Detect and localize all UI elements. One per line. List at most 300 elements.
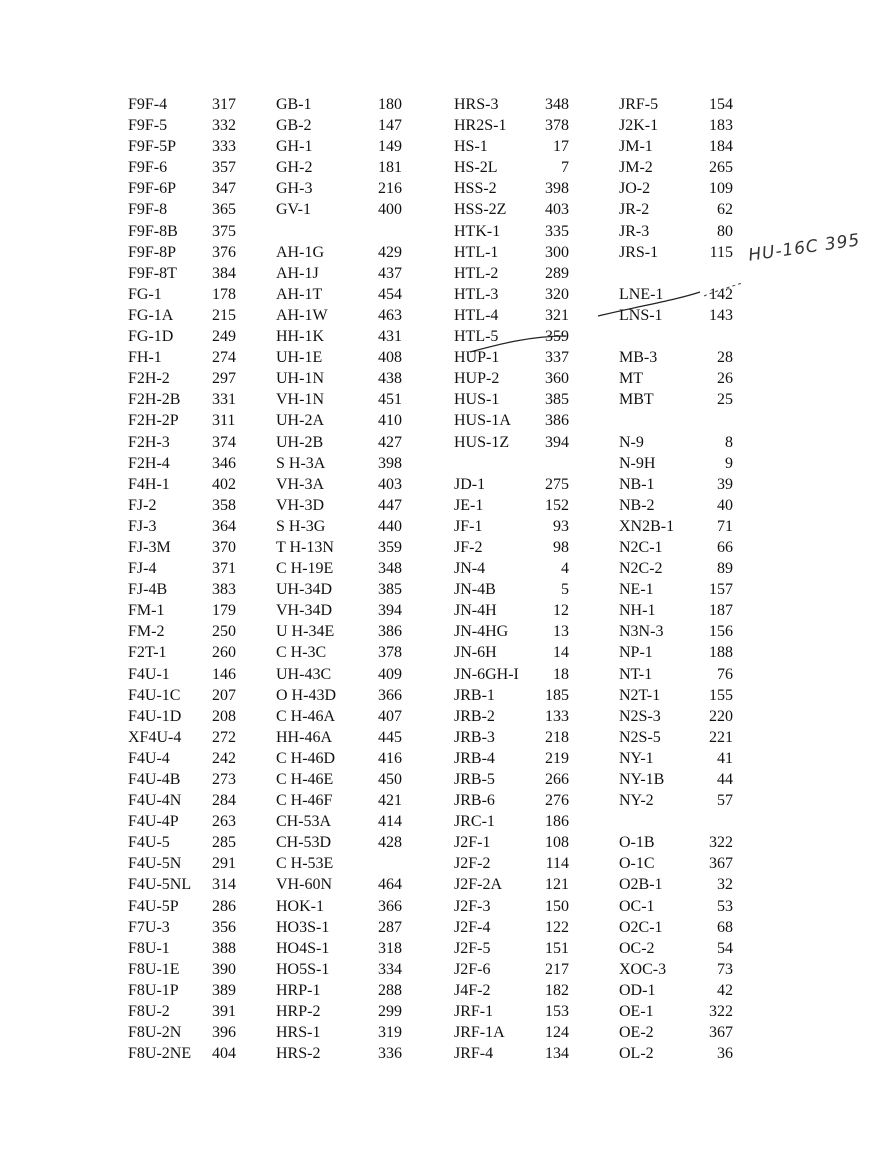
aircraft-designation: NB-2 bbox=[619, 496, 655, 514]
page-number: 286 bbox=[212, 897, 236, 915]
page-number: 184 bbox=[709, 138, 733, 156]
aircraft-designation: HRP-1 bbox=[276, 981, 321, 999]
page-number: 404 bbox=[212, 1045, 236, 1063]
aircraft-designation: HTL-1 bbox=[454, 243, 499, 261]
page-number: 182 bbox=[545, 981, 569, 999]
page-number: 321 bbox=[545, 306, 569, 324]
aircraft-designation: JRC-1 bbox=[454, 813, 495, 831]
aircraft-designation: O-1B bbox=[619, 834, 655, 852]
page-number: 156 bbox=[709, 623, 733, 641]
aircraft-designation: GH-1 bbox=[276, 138, 313, 156]
aircraft-designation: OL-2 bbox=[619, 1045, 654, 1063]
aircraft-designation: GH-2 bbox=[276, 159, 313, 177]
page-number: 147 bbox=[378, 117, 402, 135]
page-number: 249 bbox=[212, 328, 236, 346]
page-number: 400 bbox=[378, 201, 402, 219]
aircraft-designation: JRB-3 bbox=[454, 728, 495, 746]
page-number: 13 bbox=[553, 623, 569, 641]
page-number: 114 bbox=[545, 855, 569, 873]
page-number: 188 bbox=[709, 644, 733, 662]
aircraft-designation: JE-1 bbox=[454, 496, 484, 514]
page-number: 66 bbox=[717, 538, 733, 556]
aircraft-designation: XOC-3 bbox=[619, 960, 667, 978]
aircraft-designation: JD-1 bbox=[454, 475, 486, 493]
page-number: 276 bbox=[545, 792, 569, 810]
page-number: 208 bbox=[212, 707, 236, 725]
aircraft-designation: F2H-2P bbox=[128, 412, 179, 430]
page-number: 4 bbox=[561, 560, 569, 578]
page-number: 416 bbox=[378, 749, 402, 767]
aircraft-designation: FG-1 bbox=[128, 285, 162, 303]
aircraft-designation: HRS-3 bbox=[454, 96, 499, 113]
aircraft-designation: F7U-3 bbox=[128, 918, 170, 936]
page-number: 44 bbox=[717, 771, 733, 788]
aircraft-designation: OD-1 bbox=[619, 981, 656, 999]
page-number: 384 bbox=[212, 264, 236, 282]
page-number: 287 bbox=[378, 918, 402, 936]
aircraft-designation: O H-43D bbox=[276, 686, 336, 704]
aircraft-designation: J2F-4 bbox=[454, 918, 491, 936]
page-number: 155 bbox=[709, 686, 733, 704]
aircraft-designation: NB-1 bbox=[619, 475, 655, 493]
aircraft-designation: HRS-2 bbox=[276, 1045, 321, 1063]
aircraft-designation: F8U-1P bbox=[128, 981, 179, 999]
aircraft-designation: GB-1 bbox=[276, 96, 312, 113]
page-number: 8 bbox=[725, 433, 733, 451]
aircraft-designation: HTL-2 bbox=[454, 264, 499, 282]
aircraft-designation: F2H-2 bbox=[128, 370, 170, 388]
page-number: 272 bbox=[212, 728, 236, 746]
page-number: 288 bbox=[378, 981, 402, 999]
aircraft-designation: HUP-2 bbox=[454, 370, 500, 388]
page-number: 153 bbox=[545, 1003, 569, 1021]
page-number: 431 bbox=[378, 328, 402, 346]
aircraft-designation: F4U-5N bbox=[128, 855, 182, 873]
page-number: 347 bbox=[212, 180, 236, 198]
aircraft-designation: MT bbox=[619, 370, 643, 388]
page-number: 403 bbox=[378, 475, 402, 493]
aircraft-designation: VH-60N bbox=[276, 876, 332, 894]
aircraft-designation: JRB-6 bbox=[454, 792, 495, 810]
page-number: 463 bbox=[378, 306, 402, 324]
aircraft-designation: S H-3G bbox=[276, 517, 326, 535]
page-number: 42 bbox=[717, 981, 733, 999]
page-number: 115 bbox=[709, 243, 733, 261]
aircraft-designation: O2C-1 bbox=[619, 918, 663, 936]
aircraft-designation: AH-1J bbox=[276, 264, 319, 282]
page-number: 322 bbox=[709, 1003, 733, 1021]
page-number: 146 bbox=[212, 665, 236, 683]
page-number: 408 bbox=[378, 349, 402, 367]
page-number: 398 bbox=[545, 180, 569, 198]
aircraft-designation: F9F-8T bbox=[128, 264, 177, 282]
page-number: 322 bbox=[709, 834, 733, 852]
aircraft-designation: OE-2 bbox=[619, 1024, 654, 1042]
aircraft-designation: JM-1 bbox=[619, 138, 653, 156]
page-number: 14 bbox=[553, 644, 569, 662]
aircraft-designation: UH-2B bbox=[276, 433, 324, 451]
page-number: 185 bbox=[545, 686, 569, 704]
page-number: 80 bbox=[717, 222, 733, 240]
aircraft-designation: HUP-1 bbox=[454, 349, 500, 367]
page-number: 421 bbox=[378, 792, 402, 810]
aircraft-designation: C H-46A bbox=[276, 707, 336, 725]
aircraft-designation: XF4U-4 bbox=[128, 728, 182, 746]
page-number: 396 bbox=[212, 1024, 236, 1042]
aircraft-designation: JRF-4 bbox=[454, 1045, 494, 1063]
aircraft-designation: N3N-3 bbox=[619, 623, 664, 641]
aircraft-designation: JRS-1 bbox=[619, 243, 659, 261]
aircraft-designation: UH-1E bbox=[276, 349, 323, 367]
aircraft-designation: XN2B-1 bbox=[619, 517, 675, 535]
aircraft-designation: CH-53D bbox=[276, 834, 332, 852]
page-number: 394 bbox=[378, 602, 402, 620]
aircraft-designation: JRF-5 bbox=[619, 96, 659, 113]
page-number: 337 bbox=[545, 349, 569, 367]
page-number: 18 bbox=[553, 665, 569, 683]
aircraft-designation: J2F-5 bbox=[454, 939, 491, 957]
aircraft-designation: HS-2L bbox=[454, 159, 498, 177]
aircraft-designation: F4U-5NL bbox=[128, 876, 192, 894]
page-number: 275 bbox=[545, 475, 569, 493]
page-number: 394 bbox=[545, 433, 569, 451]
aircraft-designation: F4U-4B bbox=[128, 771, 181, 788]
page-number: 179 bbox=[212, 602, 236, 620]
page-number: 40 bbox=[717, 496, 733, 514]
aircraft-designation: HSS-2Z bbox=[454, 201, 507, 219]
aircraft-designation: C H-3C bbox=[276, 644, 327, 662]
aircraft-designation: JN-4 bbox=[454, 560, 486, 578]
page-number: 385 bbox=[545, 391, 569, 409]
aircraft-designation: HSS-2 bbox=[454, 180, 497, 198]
page-number: 154 bbox=[709, 96, 733, 113]
aircraft-designation: JRF-1 bbox=[454, 1003, 494, 1021]
page-number: 451 bbox=[378, 391, 402, 409]
aircraft-designation: J2F-3 bbox=[454, 897, 491, 915]
page-number: 454 bbox=[378, 285, 402, 303]
page-number: 314 bbox=[212, 876, 236, 894]
page-number: 32 bbox=[717, 876, 733, 894]
aircraft-designation: F8U-1 bbox=[128, 939, 170, 957]
aircraft-designation: O-1C bbox=[619, 855, 655, 873]
aircraft-designation: U H-34E bbox=[276, 623, 335, 641]
aircraft-designation: N2C-1 bbox=[619, 538, 663, 556]
page-number: 317 bbox=[212, 96, 236, 113]
page-number: 371 bbox=[212, 560, 236, 578]
aircraft-designation: VH-3D bbox=[276, 496, 324, 514]
page-number: 216 bbox=[378, 180, 402, 198]
aircraft-designation: C H-19E bbox=[276, 560, 334, 578]
page-number: 334 bbox=[378, 960, 402, 978]
aircraft-designation: F8U-2N bbox=[128, 1024, 182, 1042]
page-number: 370 bbox=[212, 538, 236, 556]
aircraft-designation: HUS-1 bbox=[454, 391, 500, 409]
aircraft-designation: JM-2 bbox=[619, 159, 653, 177]
aircraft-designation: F4U-1C bbox=[128, 686, 181, 704]
aircraft-designation: F8U-1E bbox=[128, 960, 180, 978]
aircraft-designation: FJ-4B bbox=[128, 581, 168, 599]
aircraft-designation: UH-1N bbox=[276, 370, 324, 388]
page-number: 124 bbox=[545, 1024, 569, 1042]
page-number: 54 bbox=[717, 939, 733, 957]
page-number: 284 bbox=[212, 792, 236, 810]
page-number: 273 bbox=[212, 771, 236, 788]
page-number: 348 bbox=[545, 96, 569, 113]
aircraft-designation: N2T-1 bbox=[619, 686, 661, 704]
page-number: 398 bbox=[378, 454, 402, 472]
aircraft-designation: FJ-2 bbox=[128, 496, 157, 514]
aircraft-designation: HR2S-1 bbox=[454, 117, 507, 135]
page-number: 220 bbox=[709, 707, 733, 725]
page-number: 250 bbox=[212, 623, 236, 641]
page-number: 429 bbox=[378, 243, 402, 261]
page-number: 389 bbox=[212, 981, 236, 999]
page-number: 320 bbox=[545, 285, 569, 303]
page-number: 359 bbox=[545, 328, 569, 346]
page-number: 36 bbox=[717, 1045, 733, 1063]
page-number: 53 bbox=[717, 897, 733, 915]
aircraft-designation: JN-4H bbox=[454, 602, 497, 620]
page-number: 62 bbox=[717, 201, 733, 219]
page-number: 300 bbox=[545, 243, 569, 261]
page-number: 438 bbox=[378, 370, 402, 388]
aircraft-designation: GV-1 bbox=[276, 201, 311, 219]
aircraft-designation: NP-1 bbox=[619, 644, 653, 662]
aircraft-designation: JRB-4 bbox=[454, 749, 495, 767]
aircraft-designation: JF-2 bbox=[454, 538, 483, 556]
page-number: 391 bbox=[212, 1003, 236, 1021]
aircraft-designation: F4U-1D bbox=[128, 707, 182, 725]
aircraft-designation: HUS-1A bbox=[454, 412, 511, 430]
aircraft-designation: LNE-1 bbox=[619, 285, 664, 303]
aircraft-designation: HO5S-1 bbox=[276, 960, 330, 978]
aircraft-designation: J2F-6 bbox=[454, 960, 491, 978]
page-number: 383 bbox=[212, 581, 236, 599]
page-number: 357 bbox=[212, 159, 236, 177]
page-number: 183 bbox=[709, 117, 733, 135]
page-number: 358 bbox=[212, 496, 236, 514]
aircraft-designation: C H-46D bbox=[276, 749, 336, 767]
page-number: 333 bbox=[212, 138, 236, 156]
page-number: 445 bbox=[378, 728, 402, 746]
page-number: 25 bbox=[717, 391, 733, 409]
aircraft-designation: JN-6H bbox=[454, 644, 497, 662]
page-number: 12 bbox=[553, 602, 569, 620]
page-number: 428 bbox=[378, 834, 402, 852]
page-number: 335 bbox=[545, 222, 569, 240]
page-number: 71 bbox=[717, 517, 733, 535]
page-number: 440 bbox=[378, 517, 402, 535]
aircraft-designation: F8U-2 bbox=[128, 1003, 170, 1021]
page-number: 180 bbox=[378, 96, 402, 113]
aircraft-designation: JR-2 bbox=[619, 201, 650, 219]
aircraft-designation: F9F-5 bbox=[128, 117, 168, 135]
aircraft-designation: HTL-4 bbox=[454, 306, 499, 324]
page-number: 68 bbox=[717, 918, 733, 936]
page-number: 360 bbox=[545, 370, 569, 388]
aircraft-designation: AH-1G bbox=[276, 243, 324, 261]
page-number: 464 bbox=[378, 876, 402, 894]
aircraft-designation: HOK-1 bbox=[276, 897, 324, 915]
page-number: 151 bbox=[545, 939, 569, 957]
page-number: 385 bbox=[378, 581, 402, 599]
aircraft-designation: JN-6GH-I bbox=[454, 665, 519, 683]
aircraft-designation: NH-1 bbox=[619, 602, 656, 620]
leader-line bbox=[704, 283, 742, 296]
page-number: 285 bbox=[212, 834, 236, 852]
page-number: 386 bbox=[545, 412, 569, 430]
page-number: 356 bbox=[212, 918, 236, 936]
page-number: 332 bbox=[212, 117, 236, 135]
aircraft-designation: HH-46A bbox=[276, 728, 332, 746]
aircraft-designation: MB-3 bbox=[619, 349, 658, 367]
aircraft-designation: NY-2 bbox=[619, 792, 654, 810]
page-number: 221 bbox=[709, 728, 733, 746]
page-number: 375 bbox=[212, 222, 236, 240]
page-number: 378 bbox=[545, 117, 569, 135]
page-number: 217 bbox=[545, 960, 569, 978]
page-number: 403 bbox=[545, 201, 569, 219]
page-number: 386 bbox=[378, 623, 402, 641]
aircraft-designation: VH-1N bbox=[276, 391, 324, 409]
page-number: 186 bbox=[545, 813, 569, 831]
page-number: 41 bbox=[717, 749, 733, 767]
aircraft-designation: O2B-1 bbox=[619, 876, 663, 894]
page-number: 218 bbox=[545, 728, 569, 746]
page-number: 410 bbox=[378, 412, 402, 430]
page-number: 291 bbox=[212, 855, 236, 873]
page-number: 260 bbox=[212, 644, 236, 662]
page-number: 388 bbox=[212, 939, 236, 957]
aircraft-designation: CH-53A bbox=[276, 813, 332, 831]
aircraft-designation: F4H-1 bbox=[128, 475, 170, 493]
page-number: 366 bbox=[378, 897, 402, 915]
page-number: 364 bbox=[212, 517, 236, 535]
aircraft-designation: F9F-5P bbox=[128, 138, 177, 156]
page-number: 414 bbox=[378, 813, 402, 831]
page-number: 207 bbox=[212, 686, 236, 704]
page-number: 149 bbox=[378, 138, 402, 156]
page-number: 215 bbox=[212, 306, 236, 324]
aircraft-designation: N2C-2 bbox=[619, 560, 663, 578]
page-number: 7 bbox=[561, 159, 569, 177]
page-number: 299 bbox=[378, 1003, 402, 1021]
aircraft-designation: HH-1K bbox=[276, 328, 324, 346]
aircraft-designation: F2H-3 bbox=[128, 433, 170, 451]
page-number: 122 bbox=[545, 918, 569, 936]
aircraft-designation: UH-2A bbox=[276, 412, 324, 430]
page-number: 365 bbox=[212, 201, 236, 219]
page-number: 274 bbox=[212, 349, 236, 367]
aircraft-designation: FJ-4 bbox=[128, 560, 157, 578]
aircraft-designation: F2H-4 bbox=[128, 454, 170, 472]
aircraft-designation: J2F-2A bbox=[454, 876, 503, 894]
page-number: 348 bbox=[378, 560, 402, 578]
aircraft-designation: N2S-5 bbox=[619, 728, 661, 746]
aircraft-designation: JF-1 bbox=[454, 517, 483, 535]
aircraft-designation: F9F-8 bbox=[128, 201, 168, 219]
page-number: 57 bbox=[717, 792, 733, 810]
page-number: 311 bbox=[212, 412, 236, 430]
page-number: 374 bbox=[212, 433, 236, 451]
page-number: 402 bbox=[212, 475, 236, 493]
aircraft-designation: NE-1 bbox=[619, 581, 654, 599]
aircraft-designation: F4U-4N bbox=[128, 792, 182, 810]
page-number: 242 bbox=[212, 749, 236, 767]
aircraft-designation: F9F-6P bbox=[128, 180, 177, 198]
aircraft-designation: JN-4HG bbox=[454, 623, 509, 641]
page-number: 346 bbox=[212, 454, 236, 472]
page-number: 143 bbox=[709, 306, 733, 324]
page-number: 367 bbox=[709, 855, 733, 873]
page-number: 366 bbox=[378, 686, 402, 704]
aircraft-designation: N-9 bbox=[619, 433, 644, 451]
page-number: 437 bbox=[378, 264, 402, 282]
aircraft-designation: HS-1 bbox=[454, 138, 488, 156]
connector-line bbox=[470, 336, 566, 352]
page-number: 390 bbox=[212, 960, 236, 978]
aircraft-designation: HTL-3 bbox=[454, 285, 499, 303]
aircraft-designation: T H-13N bbox=[276, 538, 334, 556]
page-number: 319 bbox=[378, 1024, 402, 1042]
aircraft-designation: F9F-8B bbox=[128, 222, 178, 240]
aircraft-designation: C H-46E bbox=[276, 771, 334, 788]
aircraft-designation: OE-1 bbox=[619, 1003, 654, 1021]
aircraft-designation: F8U-2NE bbox=[128, 1045, 192, 1063]
aircraft-designation: N2S-3 bbox=[619, 707, 661, 725]
aircraft-designation: FJ-3 bbox=[128, 517, 157, 535]
page-number: 73 bbox=[717, 960, 733, 978]
page-number: 409 bbox=[378, 665, 402, 683]
aircraft-designation: F9F-6 bbox=[128, 159, 168, 177]
page-number: 318 bbox=[378, 939, 402, 957]
page-number: 150 bbox=[545, 897, 569, 915]
aircraft-designation: J4F-2 bbox=[454, 981, 491, 999]
aircraft-designation: GH-3 bbox=[276, 180, 313, 198]
aircraft-designation: VH-34D bbox=[276, 602, 332, 620]
page-number: 28 bbox=[717, 349, 733, 367]
page-number: 178 bbox=[212, 285, 236, 303]
page-number: 336 bbox=[378, 1045, 402, 1063]
aircraft-designation: J2F-2 bbox=[454, 855, 491, 873]
aircraft-designation: F4U-5P bbox=[128, 897, 179, 915]
page-number: 108 bbox=[545, 834, 569, 852]
page-number: 152 bbox=[545, 496, 569, 514]
aircraft-designation: JN-4B bbox=[454, 581, 496, 599]
page-number: 121 bbox=[545, 876, 569, 894]
aircraft-designation: HO3S-1 bbox=[276, 918, 330, 936]
aircraft-designation: J2K-1 bbox=[619, 117, 659, 135]
page-number: 93 bbox=[553, 517, 569, 535]
aircraft-designation: J2F-1 bbox=[454, 834, 491, 852]
page-number: 17 bbox=[553, 138, 569, 156]
aircraft-designation: HRS-1 bbox=[276, 1024, 321, 1042]
aircraft-designation: C H-53E bbox=[276, 855, 334, 873]
aircraft-designation: F2T-1 bbox=[128, 644, 167, 662]
aircraft-designation: MBT bbox=[619, 391, 654, 409]
aircraft-designation: HRP-2 bbox=[276, 1003, 321, 1021]
aircraft-designation: F4U-1 bbox=[128, 665, 170, 683]
page-number: 367 bbox=[709, 1024, 733, 1042]
page-number: 407 bbox=[378, 707, 402, 725]
aircraft-designation: AH-1W bbox=[276, 306, 328, 324]
handwritten-annotation: HU-16C 395 bbox=[747, 230, 862, 266]
aircraft-designation: JRF-1A bbox=[454, 1024, 505, 1042]
aircraft-designation: HUS-1Z bbox=[454, 433, 510, 451]
page-number: 181 bbox=[378, 159, 402, 177]
page-number: 331 bbox=[212, 391, 236, 409]
aircraft-designation: NT-1 bbox=[619, 665, 653, 683]
